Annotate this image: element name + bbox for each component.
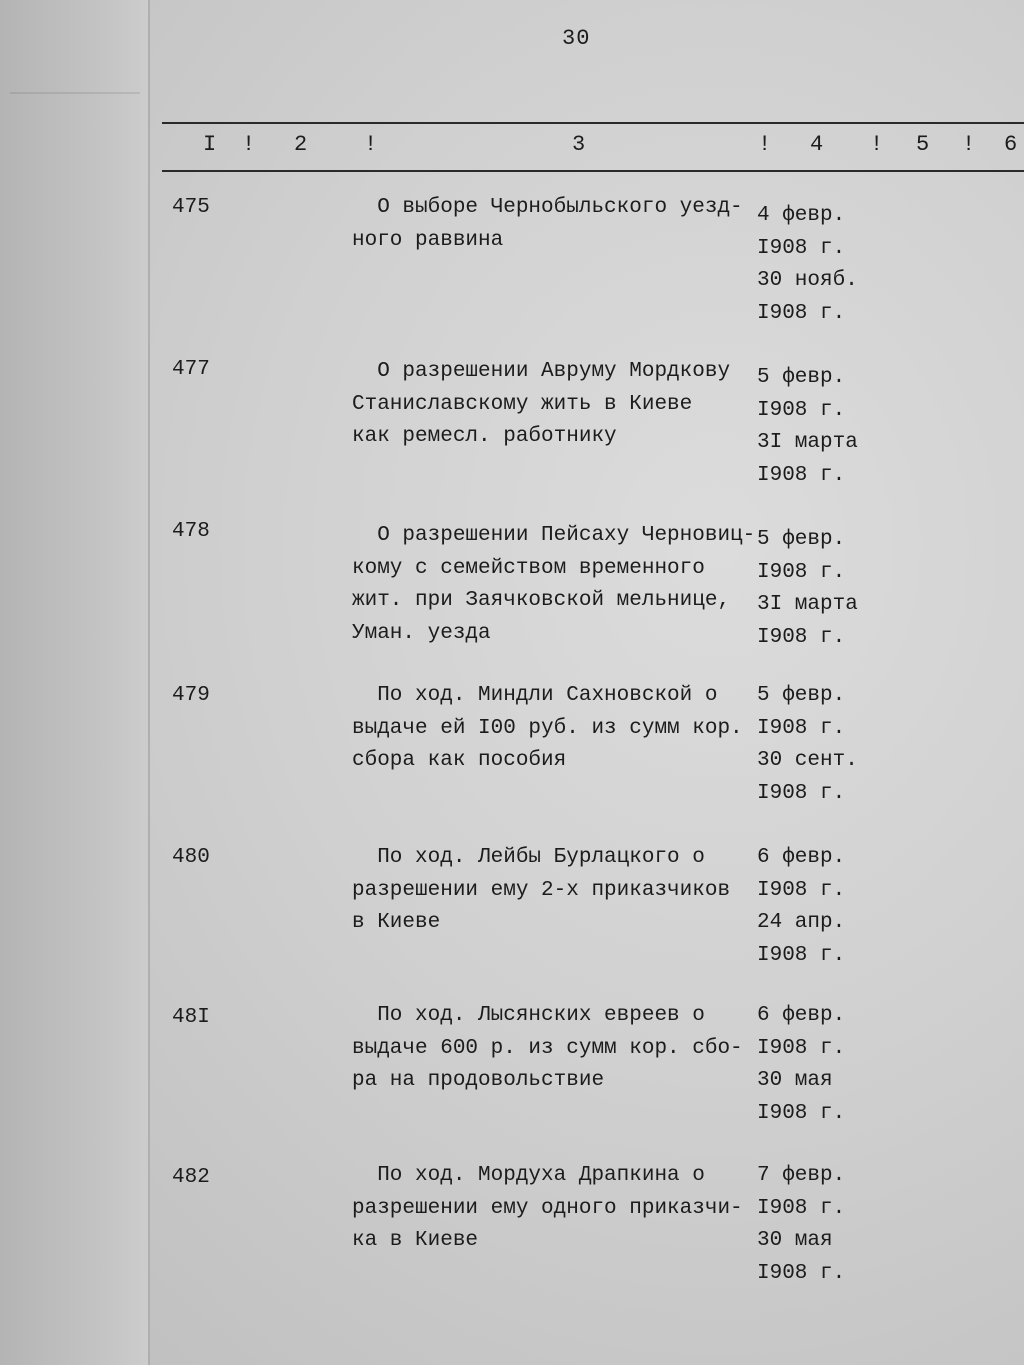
entry-date-line: 6 февр. (757, 1004, 846, 1027)
entry-date-line: I908 г. (757, 781, 846, 805)
entry-date-line: 30 мая (757, 1229, 833, 1252)
entry-title-line: разрешении ему 2-х приказчиков (352, 878, 731, 902)
column-header-1: I (203, 132, 217, 157)
entry-dates (757, 1000, 897, 1130)
entry-date-line: 6 февр. (757, 846, 846, 869)
entry-title (352, 1000, 752, 1098)
entry-date-line: 5 февр. (757, 528, 846, 551)
entry-date-line: 30 нояб. (757, 269, 858, 292)
entry-date-line: I908 г. (757, 716, 846, 740)
entry-title-line: сбора как пособия (352, 749, 567, 772)
table-header-rule-top (162, 122, 1024, 124)
entry-date-line: I908 г. (757, 1261, 846, 1285)
entry-number: 482 (172, 1166, 210, 1189)
entry-date-line: 30 сент. (757, 749, 858, 772)
entry-title-line: ка в Киеве (352, 1229, 479, 1252)
entry-title-line: кому с семейством временного (352, 556, 705, 580)
left-margin-shadow (0, 0, 150, 1365)
entry-dates (757, 842, 897, 972)
entry-title (352, 842, 752, 940)
column-header-3: 3 (572, 132, 586, 157)
entry-title (352, 520, 756, 650)
entry-date-line: 3I марта (757, 431, 858, 454)
entry-date-line: I908 г. (757, 301, 846, 325)
entry-title-line: Станиславскому жить в Киеве (352, 392, 693, 416)
column-separator: ! (758, 132, 772, 157)
entry-number: 479 (172, 684, 210, 707)
entry-date-line: 7 февр. (757, 1164, 846, 1187)
entry-title (352, 356, 752, 454)
entry-title-line: в Киеве (352, 911, 441, 934)
table-header-rule-bottom (162, 170, 1024, 172)
entry-title-line: выдаче 600 р. из сумм кор. сбо- (352, 1036, 743, 1060)
entry-title-line: О выборе Чернобыльского уезд- (352, 196, 743, 219)
entry-title-line: ного раввина (352, 228, 504, 252)
entry-date-line: I908 г. (757, 398, 846, 422)
entry-dates (757, 524, 897, 654)
entry-number: 48I (172, 1006, 210, 1029)
page-number: 30 (562, 26, 591, 51)
entry-title-line: По ход. Мордуха Драпкина о (352, 1164, 705, 1187)
entry-date-line: 3I марта (757, 593, 858, 616)
entry-title-line: жит. при Заячковской мельнице, (352, 589, 731, 612)
entry-date-line: I908 г. (757, 878, 846, 902)
entry-title-line: выдаче ей I00 руб. из сумм кор. (352, 716, 743, 740)
entry-date-line: I908 г. (757, 943, 846, 967)
entry-number: 480 (172, 846, 210, 869)
entry-dates (757, 680, 897, 810)
entry-title (352, 1160, 752, 1258)
column-header-6: 6 (1004, 132, 1018, 157)
entry-title-line: Уман. уезда (352, 621, 491, 645)
column-header-5: 5 (916, 132, 930, 157)
entry-dates (757, 362, 897, 492)
entry-dates (757, 1160, 897, 1290)
page-fold-line (148, 0, 150, 1365)
entry-date-line: I908 г. (757, 625, 846, 649)
entry-title (352, 192, 752, 257)
entry-date-line: 24 апр. (757, 911, 846, 934)
entry-date-line: 30 мая (757, 1069, 833, 1092)
entry-dates (757, 200, 897, 330)
entry-title-line: По ход. Лысянских евреев о (352, 1004, 705, 1027)
column-header-2: 2 (294, 132, 308, 157)
entry-title-line: О разрешении Пейсаху Черновиц- (352, 524, 756, 547)
entry-title-line: По ход. Миндли Сахновской о (352, 684, 718, 707)
entry-date-line: 5 февр. (757, 366, 846, 389)
entry-title (352, 680, 752, 778)
entry-date-line: I908 г. (757, 1196, 846, 1220)
entry-date-line: I908 г. (757, 463, 846, 487)
column-separator: ! (364, 132, 378, 157)
column-separator: ! (242, 132, 256, 157)
entry-title-line: ра на продовольствие (352, 1069, 605, 1092)
column-separator: ! (870, 132, 884, 157)
entry-date-line: 4 февр. (757, 204, 846, 227)
entry-title-line: О разрешении Авруму Мордкову (352, 360, 731, 383)
bleed-through-mark (10, 92, 140, 122)
entry-number: 477 (172, 358, 210, 381)
entry-title-line: разрешении ему одного приказчи- (352, 1196, 743, 1220)
column-separator: ! (962, 132, 976, 157)
entry-date-line: I908 г. (757, 1101, 846, 1125)
entry-date-line: I908 г. (757, 560, 846, 584)
column-header-4: 4 (810, 132, 824, 157)
entry-title-line: По ход. Лейбы Бурлацкого о (352, 846, 705, 869)
entry-number: 478 (172, 520, 210, 543)
entry-title-line: как ремесл. работнику (352, 425, 617, 448)
entry-date-line: 5 февр. (757, 684, 846, 707)
entry-date-line: I908 г. (757, 236, 846, 260)
entry-date-line: I908 г. (757, 1036, 846, 1060)
entry-number: 475 (172, 196, 210, 219)
